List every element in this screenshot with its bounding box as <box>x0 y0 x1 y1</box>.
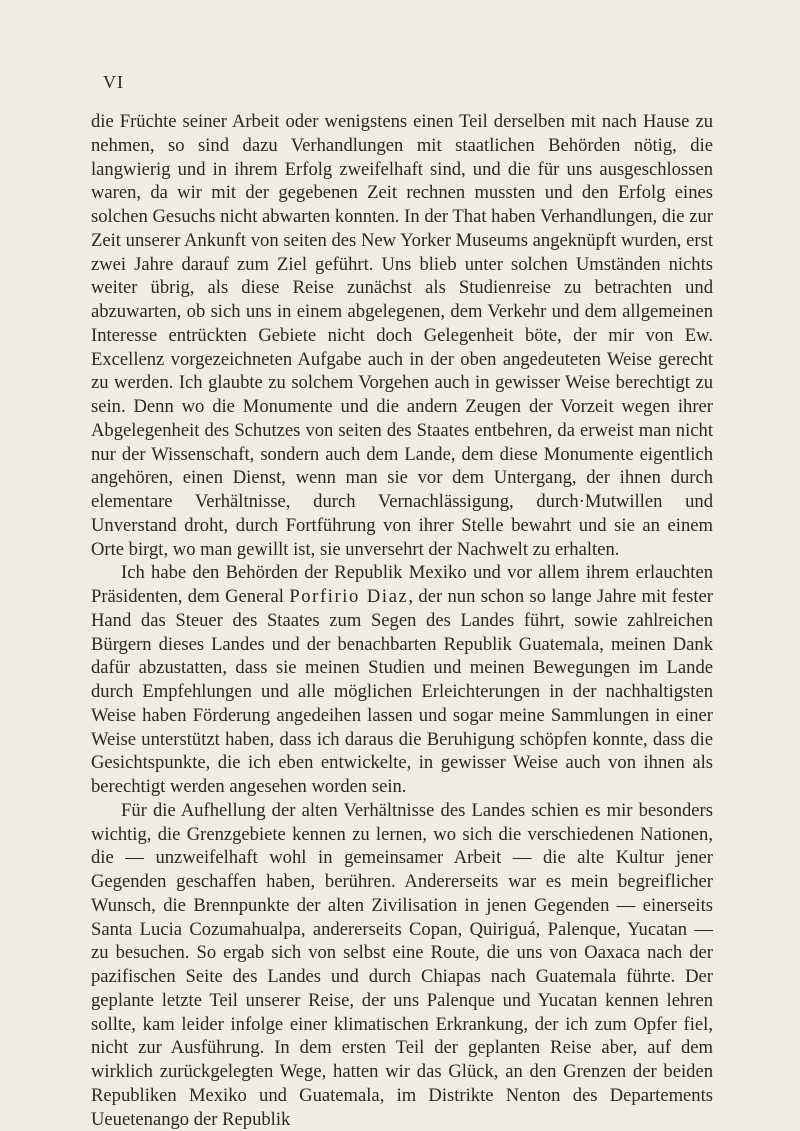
paragraph-2-end: , der nun schon so lange Jahre mit fester Hand das Steuer des Staates zum Segen des Landes führt, sowie zahlreichen Bürgern dieses Landes und der benachbarten Republik Guatemala, meinen Dank dafür abzustatten, dass sie meinen Studien und meinen Bewegungen im Lande durch Empfehlungen und alle möglichen Erleichterungen in der nachhaltigsten Weise haben Förderung angedeihen lassen und sogar meine Sammlungen in einer Weise unterstützt haben, dass ich daraus die Beruhigung schöpfen konnte, dass die Gesichtspunkte, die ich eben entwickelte, in gewisser Weise auch von ihnen als berechtigt werden angesehen worden sein. <box>91 586 713 797</box>
page-number: VI <box>103 72 124 92</box>
paragraph-2-start: Ich habe den Behörden der Republik Mexiko und vor allem ihrem erlauchten Präsidenten, dem General <box>91 562 713 607</box>
paragraph-2 <box>91 561 713 799</box>
body-text <box>91 110 713 1131</box>
paragraph-3: Für die Aufhellung der alten Verhältnisse des Landes schien es mir besonders wichtig, die Grenzgebiete kennen zu lernen, wo sich die verschiedenen Nationen, die — unzweifelhaft wohl in gemeinsamer Arbeit — die alte Kultur jener Gegenden geschaffen haben, berühren. Andererseits war es mein begreiflicher Wunsch, die Brennpunkte der alten Zivilisation in jenen Gegenden — einerseits Santa Lucia Cozumahualpa, andererseits Copan, Quiriguá, Palenque, Yucatan — zu besuchen. So ergab sich von selbst eine Route, die uns von Oaxaca nach der pazifischen Seite des Landes und durch Chiapas nach Guatemala führte. Der geplante letzte Teil unserer Reise, der uns Palenque und Yucatan kennen lehren sollte, kam leider infolge einer klimatischen Erkrankung, der ich zum Opfer fiel, nicht zur Ausführung. In dem ersten Teil der geplanten Reise aber, auf dem wirklich zurückgelegten Wege, hatten wir das Glück, an den Grenzen der beiden Republiken Mexiko und Guatemala, im Distrikte Nenton des Departements Ueuetenango der Republik <box>91 799 713 1130</box>
president-name: Porfirio Diaz <box>289 586 409 607</box>
paragraph-1: die Früchte seiner Arbeit oder wenigstens einen Teil derselben mit nach Hause zu nehmen, so sind dazu Verhandlungen mit staatlichen Behörden nötig, die langwierig und in ihrem Erfolg zweifelhaft sind, und die für uns ausgeschlossen waren, da wir mit der gegebenen Zeit rechnen mussten und den Erfolg eines solchen Gesuchs nicht abwarten konnten. In der That haben Verhandlungen, die zur Zeit unserer Ankunft von seiten des New Yorker Museums angeknüpft wurden, erst zwei Jahre darauf zum Ziel geführt. Uns blieb unter solchen Umständen nichts weiter übrig, als diese Reise zunächst als Studienreise zu betrachten und abzuwarten, ob sich uns in einem abgelegenen, dem Verkehr und dem allgemeinen Interesse entrückten Gebiete nicht doch Gelegenheit böte, der mir von Ew. Excellenz vorgezeichneten Aufgabe auch in der oben angedeuteten Weise gerecht zu werden. Ich glaubte zu solchem Vorgehen auch in gewisser Weise berechtigt zu sein. Denn wo die Monumente und die andern Zeugen der Vorzeit wegen ihrer Abgelegenheit des Schutzes von seiten des Staates entbehren, da erweist man nicht nur der Wissenschaft, sondern auch dem Lande, dem diese Monumente eigentlich angehören, einen Dienst, wenn man sie vor dem Untergang, der ihnen durch elementare Verhältnisse, durch Vernachlässigung, durch·Mutwillen und Unverstand droht, durch Fortführung von ihrer Stelle bewahrt und sie an einem Orte birgt, wo man gewillt ist, sie unversehrt der Nachwelt zu erhalten. <box>91 111 713 560</box>
